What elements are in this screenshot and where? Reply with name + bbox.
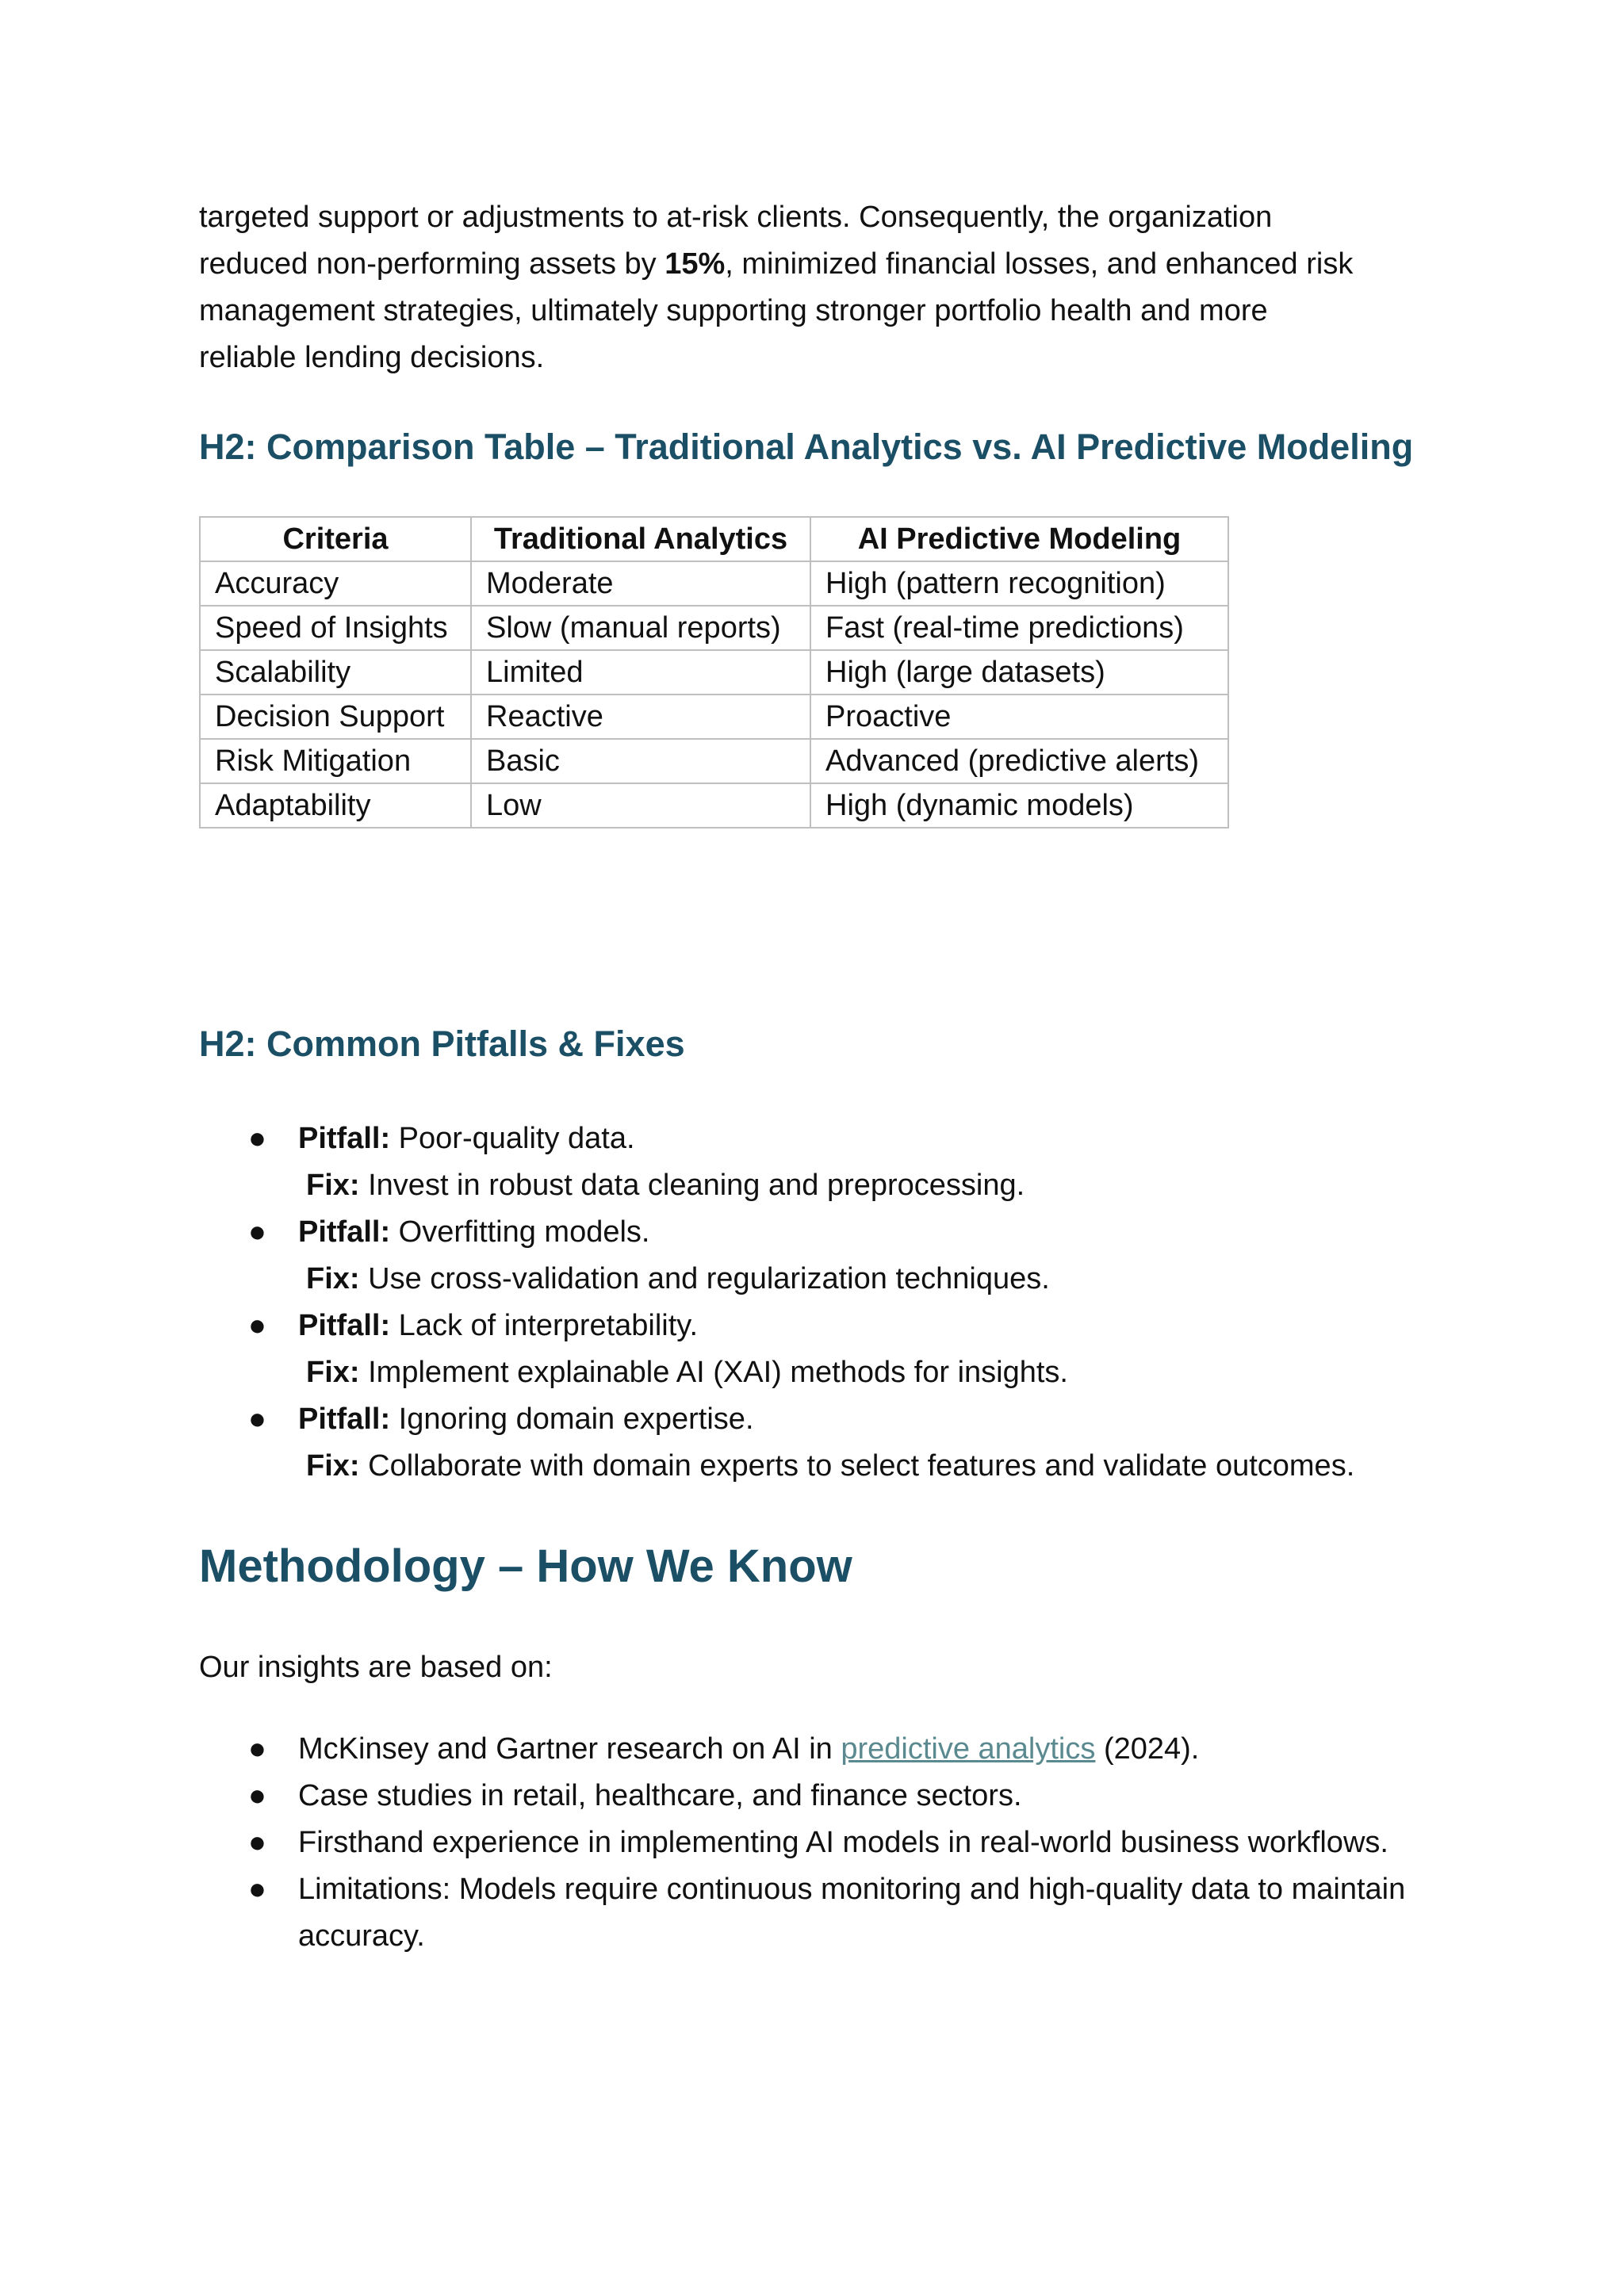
bullet-icon: ● bbox=[248, 1779, 266, 1812]
header-ai: AI Predictive Modeling bbox=[810, 517, 1228, 561]
fix-label: Fix: bbox=[306, 1262, 360, 1295]
header-criteria: Criteria bbox=[200, 517, 471, 561]
table-cell: Adaptability bbox=[200, 783, 471, 828]
pitfall-label: Pitfall: bbox=[298, 1402, 391, 1436]
pitfall-text: Ignoring domain expertise. bbox=[390, 1402, 754, 1436]
fix-text: Implement explainable AI (XAI) methods for insights. bbox=[359, 1356, 1068, 1389]
table-row bbox=[200, 561, 1228, 606]
method-item-4-text: Limitations: Models require continuous monitoring and high-quality data to maintain accuracy. bbox=[298, 1873, 1406, 1953]
list-item bbox=[199, 1209, 1468, 1303]
intro-highlight-percent: 15% bbox=[665, 247, 726, 281]
table-cell: Limited bbox=[471, 650, 810, 695]
bullet-icon: ● bbox=[248, 1826, 266, 1859]
table-cell: Low bbox=[471, 783, 810, 828]
fix-text: Invest in robust data cleaning and preprocessing. bbox=[359, 1169, 1025, 1202]
table-cell: Reactive bbox=[471, 695, 810, 739]
table-row bbox=[200, 739, 1228, 783]
table-cell: Basic bbox=[471, 739, 810, 783]
fix-label: Fix: bbox=[306, 1169, 360, 1202]
table-cell: High (dynamic models) bbox=[810, 783, 1228, 828]
method-item-3-text: Firsthand experience in implementing AI models in real-world business workflows. bbox=[298, 1826, 1388, 1859]
table-cell: Decision Support bbox=[200, 695, 471, 739]
method-item-1-year: (2024). bbox=[1095, 1732, 1200, 1766]
intro-line-2a: reduced non-performing assets by bbox=[199, 247, 665, 281]
list-item bbox=[199, 1726, 1468, 1773]
table-cell: High (pattern recognition) bbox=[810, 561, 1228, 606]
bullet-icon: ● bbox=[248, 1402, 266, 1436]
pitfall-label: Pitfall: bbox=[298, 1215, 391, 1249]
table-row bbox=[200, 606, 1228, 650]
table-header-row bbox=[200, 517, 1228, 561]
pitfalls-heading: H2: Common Pitfalls & Fixes bbox=[199, 1024, 685, 1064]
table-cell: Speed of Insights bbox=[200, 606, 471, 650]
fix-label: Fix: bbox=[306, 1449, 360, 1483]
header-traditional: Traditional Analytics bbox=[471, 517, 810, 561]
intro-line-1: targeted support or adjustments to at-risk clients. Consequently, the organization bbox=[199, 201, 1273, 234]
table-row bbox=[200, 783, 1228, 828]
bullet-icon: ● bbox=[248, 1309, 266, 1342]
method-item-1-text: McKinsey and Gartner research on AI in bbox=[298, 1732, 841, 1766]
table-cell: Proactive bbox=[810, 695, 1228, 739]
pitfall-text: Overfitting models. bbox=[390, 1215, 650, 1249]
table-cell: Advanced (predictive alerts) bbox=[810, 739, 1228, 783]
methodology-heading: Methodology – How We Know bbox=[199, 1540, 852, 1592]
list-item bbox=[199, 1396, 1468, 1490]
bullet-icon: ● bbox=[248, 1873, 266, 1906]
table-cell: High (large datasets) bbox=[810, 650, 1228, 695]
intro-line-3: management strategies, ultimately supporting stronger portfolio health and more bbox=[199, 294, 1268, 327]
table-cell: Fast (real-time predictions) bbox=[810, 606, 1228, 650]
method-item-2-text: Case studies in retail, healthcare, and finance sectors. bbox=[298, 1779, 1022, 1812]
pitfall-label: Pitfall: bbox=[298, 1122, 391, 1155]
table-cell: Slow (manual reports) bbox=[471, 606, 810, 650]
list-item bbox=[199, 1773, 1468, 1820]
pitfall-label: Pitfall: bbox=[298, 1309, 391, 1342]
methodology-list bbox=[199, 1726, 1468, 1960]
pitfall-text: Lack of interpretability. bbox=[390, 1309, 699, 1342]
pitfall-text: Poor-quality data. bbox=[390, 1122, 635, 1155]
fix-text: Use cross-validation and regularization techniques. bbox=[359, 1262, 1050, 1295]
pitfalls-list bbox=[199, 1115, 1468, 1490]
table-cell: Accuracy bbox=[200, 561, 471, 606]
table-cell: Moderate bbox=[471, 561, 810, 606]
predictive-analytics-link[interactable]: predictive analytics bbox=[841, 1732, 1096, 1766]
list-item bbox=[199, 1866, 1440, 1960]
intro-paragraph bbox=[199, 194, 1436, 381]
bullet-icon: ● bbox=[248, 1215, 266, 1249]
methodology-intro: Our insights are based on: bbox=[199, 1651, 553, 1684]
bullet-icon: ● bbox=[248, 1122, 266, 1155]
fix-text: Collaborate with domain experts to select features and validate outcomes. bbox=[359, 1449, 1355, 1483]
list-item bbox=[199, 1820, 1440, 1866]
intro-line-2c: , minimized financial losses, and enhanced risk bbox=[725, 247, 1354, 281]
intro-line-4: reliable lending decisions. bbox=[199, 341, 545, 374]
list-item bbox=[199, 1115, 1468, 1209]
comparison-heading: H2: Comparison Table – Traditional Analytics vs. AI Predictive Modeling bbox=[199, 427, 1414, 467]
table-cell: Risk Mitigation bbox=[200, 739, 471, 783]
table-row bbox=[200, 695, 1228, 739]
fix-label: Fix: bbox=[306, 1356, 360, 1389]
bullet-icon: ● bbox=[248, 1732, 266, 1766]
table-row bbox=[200, 650, 1228, 695]
table-cell: Scalability bbox=[200, 650, 471, 695]
list-item bbox=[199, 1303, 1468, 1396]
comparison-table bbox=[199, 516, 1229, 828]
